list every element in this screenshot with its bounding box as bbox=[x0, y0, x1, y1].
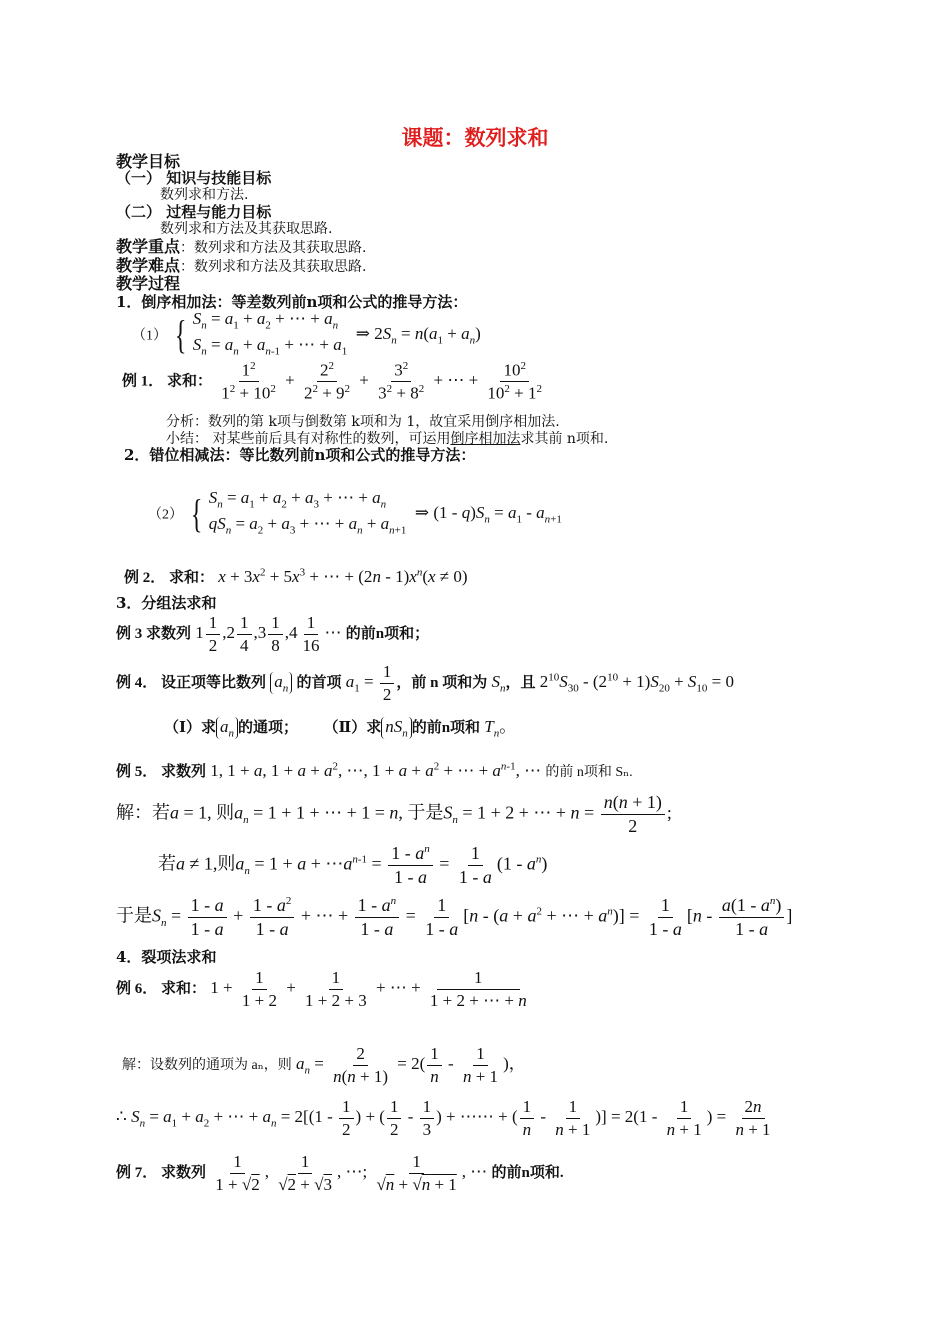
key-point-label: 教学重点 bbox=[116, 237, 181, 256]
formula-1 bbox=[132, 309, 481, 362]
formula-2-tag: （2） bbox=[148, 507, 183, 523]
fraction: $\frac{2^2}{2^2 + 9^2}$ bbox=[303, 360, 351, 403]
example-5-label: 例 5． 求数列 bbox=[116, 764, 207, 780]
example-4-text: ，且 bbox=[505, 674, 536, 691]
question-1-text: 的通项； bbox=[238, 720, 299, 736]
equation-system-2 bbox=[209, 488, 407, 541]
example-5-suffix: 的前 n项和 Sₙ. bbox=[545, 765, 633, 780]
fraction: $\frac{10^2}{10^2 + 1^2}$ bbox=[487, 360, 543, 403]
example-5: 例 5． 求数列 1, 1 + a, $1 + a + a^2$, ⋯, $1 + a + a^2$ + ⋯ + $a^{n-1}$, ⋯ 的前 n项和 Sₙ. bbox=[116, 760, 633, 780]
goal-section-1-text: 数列求和方法. bbox=[160, 187, 249, 203]
fraction: $\frac{1}{n + 1}$ bbox=[462, 1044, 499, 1086]
fraction: $\frac{3^2}{3^2 + 8^2}$ bbox=[378, 360, 425, 403]
fraction: $\frac{n(n + 1)}{2}$ bbox=[601, 792, 665, 836]
formula-1-tag: （1） bbox=[132, 328, 167, 344]
question-1: （Ⅰ）求 bbox=[164, 720, 217, 736]
equation-system-1 bbox=[193, 309, 348, 362]
fraction: $\frac{1}{1 + 2}$ bbox=[241, 968, 277, 1010]
fraction: $\frac{1}{4}$ bbox=[237, 613, 252, 655]
left-brace: { bbox=[175, 312, 187, 358]
example-4-label: 例 4． 设正项等比数列 bbox=[116, 674, 267, 691]
eq-row: $S_n = a_1 + a_2$ + ⋯ + $a_n$ bbox=[192, 309, 339, 332]
example-3-label: 例 3 求数列 bbox=[116, 625, 192, 642]
difficulty-label: 教学难点 bbox=[116, 256, 181, 275]
implies-result-1: ⇒ $2S_n = n(a_1 + a_n)$ bbox=[351, 324, 481, 347]
fraction: $\frac{1}{n}$ bbox=[427, 1044, 442, 1086]
eq-row: $qS_n = a_2 + a_3$ + ⋯ + $a_n + a_{n+1}$ bbox=[208, 514, 407, 537]
solution-5-line-3: 于是$S_n$ = $\frac{1 - a}{1 - a}$ + $\frac{1 - a^2}{1 - a}$ + ⋯ + $\frac{1 - a^n}{1 - a}$ = $\frac{1}{1 - a}$ [$n - (a + a^2$ + ⋯ + $a^n$)] = $\frac{1}{1 - a}$ [n - $\frac{a(1 - a^n)}{1 - a}$ ] bbox=[116, 895, 793, 939]
sequence-braces: $a_n$ bbox=[270, 672, 292, 694]
solution-5-thus: 于是 bbox=[116, 905, 152, 926]
fraction: $\frac{1 - a^n}{1 - a}$ bbox=[355, 895, 400, 939]
implies-result-2: ⇒ $(1 - q)S_n = a_1 - a_{n+1}$ bbox=[410, 503, 562, 526]
fraction: $\frac{1}{√2 + √3}$ bbox=[278, 1152, 332, 1194]
fraction: $\frac{1}{√n + √n + 1}$ bbox=[376, 1152, 457, 1194]
method-1-heading: 1．倒序相加法：等差数列前n项和公式的推导方法： bbox=[116, 293, 468, 311]
example-2: 例 2． 求和： $x + 3x^2 + 5x^3$ + ⋯ + $(2n - 1)x^n(x \ne 0)$ bbox=[124, 566, 468, 586]
fraction: $\frac{1}{2}$ bbox=[206, 613, 221, 655]
example-3: 例 3 求数列 1 $\frac{1}{2}$ ,2 $\frac{1}{4}$ ,3 $\frac{1}{8}$ ,4 $\frac{1}{16}$ ⋯ 的前n项和； bbox=[116, 613, 430, 655]
goals-heading: 教学目标 bbox=[116, 152, 181, 171]
example-6: 例 6． 求和： 1 + $\frac{1}{1 + 2}$ + $\frac{1}{1 + 2 + 3}$ + ⋯ + $\frac{1}{1 + 2 + \cdots + n}$ bbox=[116, 968, 532, 1010]
solution-5-label: 解：若 bbox=[116, 802, 170, 823]
example-3-suffix: 的前n项和； bbox=[345, 625, 430, 642]
solution-5-if: 若 bbox=[158, 853, 176, 874]
fraction: $\frac{1}{n + 1}$ bbox=[666, 1097, 702, 1139]
fraction: $\frac{1}{16}$ bbox=[302, 613, 320, 655]
fraction: $\frac{2}{n(n + 1)}$ bbox=[333, 1044, 389, 1086]
fraction: $\frac{1}{2}$ bbox=[387, 1097, 402, 1139]
goal-section-2-text: 数列求和方法及其获取思路. bbox=[160, 221, 333, 237]
method-3-heading: 3．分组法求和 bbox=[116, 594, 217, 612]
fraction: $\frac{1}{n + 1}$ bbox=[555, 1097, 591, 1139]
question-2-text: 的前n项和 bbox=[411, 720, 481, 736]
sequence-braces: $nS_n$ bbox=[381, 717, 412, 739]
example-1-analysis: 分析：数列的第 k项与倒数第 k项和为 1，故宜采用倒序相加法. bbox=[166, 414, 560, 430]
goal-section-2: （二） 过程与能力目标 bbox=[116, 203, 272, 221]
fraction: $\frac{1}{1 + 2 + \cdots + n}$ bbox=[429, 968, 527, 1010]
formula-2 bbox=[148, 488, 562, 541]
example-4: 例 4． 设正项等比数列 $a_n$ 的首项 $a_1$ = $\frac{1}{2}$ ，前 n 项和为 $S_n$，且 $2^{10}S_{30} - (2^{10} + 1)S_{20} + S_{10} = 0$ bbox=[116, 662, 734, 704]
example-7-suffix: 的前n项和. bbox=[491, 1164, 564, 1181]
fraction: $\frac{1}{1 - a}$ bbox=[648, 895, 682, 939]
example-7: 例 7． 求数列 $\frac{1}{1 + √2}$ , $\frac{1}{√2 + √3}$ , ⋯; $\frac{1}{√n + √n + 1}$ , ⋯ 的前n项和. bbox=[116, 1152, 564, 1194]
left-brace: { bbox=[191, 491, 203, 537]
summary-underlined: 倒序相加法 bbox=[450, 431, 521, 447]
example-1-label: 例 1． 求和： bbox=[122, 373, 213, 390]
fraction: $\frac{2n}{n + 1}$ bbox=[735, 1097, 771, 1139]
fraction: $\frac{1}{n}$ bbox=[520, 1097, 535, 1139]
fraction: $\frac{1}{2}$ bbox=[339, 1097, 354, 1139]
goal-section-1: （一） 知识与技能目标 bbox=[116, 169, 272, 187]
fraction: $\frac{1}{1 + 2 + 3}$ bbox=[305, 968, 367, 1010]
fraction: $\frac{1 - a}{1 - a}$ bbox=[188, 895, 227, 939]
solution-6-label: 解：设数列的通项为 aₙ，则 bbox=[122, 1057, 292, 1073]
example-4-text: ，前 n 项和为 bbox=[396, 674, 488, 691]
difficulty-text: ：数列求和方法及其获取思路. bbox=[180, 259, 367, 275]
eq-row: $S_n = a_n + a_{n-1}$ + ⋯ + $a_1$ bbox=[192, 335, 348, 358]
fraction: $\frac{1 - a^n}{1 - a}$ bbox=[388, 843, 433, 887]
example-4-questions: （Ⅰ）求 $a_n$ 的通项； （Ⅱ）求 $nS_n$ 的前n项和 $T_n$。 bbox=[164, 717, 517, 740]
fraction: $\frac{1}{2}$ bbox=[380, 662, 395, 704]
fraction: $\frac{a(1 - a^n)}{1 - a}$ bbox=[719, 895, 785, 939]
summary-text-end: 求其前 n项和. bbox=[520, 431, 609, 447]
sequence-braces: $a_n$ bbox=[216, 717, 238, 739]
question-2: （Ⅱ）求 bbox=[323, 720, 382, 736]
example-4-text: 的首项 bbox=[296, 674, 342, 691]
method-2-heading: 2．错位相减法：等比数列前n项和公式的推导方法： bbox=[124, 446, 476, 464]
fraction: $\frac{1}{1 - a}$ bbox=[458, 843, 492, 887]
fraction: $\frac{1}{3}$ bbox=[420, 1097, 435, 1139]
fraction: $\frac{1}{8}$ bbox=[268, 613, 283, 655]
solution-5-line-2: 若a ≠ 1,则$a_n = 1 + a$ + $\cdots a^{n-1}$ = $\frac{1 - a^n}{1 - a}$ = $\frac{1}{1 - a}$ $(1 - a^n)$ bbox=[158, 843, 548, 887]
solution-6-line-2: ∴ $S_n = a_1 + a_2$ + ⋯ + $a_n = 2[(1$ - $\frac{1}{2}$ ) + ( $\frac{1}{2}$ - $\frac{1}{3}$ ) + ⋯⋯ + ( $\frac{1}{n}$ - $\frac{1}{n + 1}$ )] = 2(1 - $\frac{1}{n + 1}$ ) = $\frac{2n}{n + 1}$ bbox=[116, 1097, 776, 1139]
process-heading: 教学过程 bbox=[116, 274, 181, 293]
method-4-heading: 4．裂项法求和 bbox=[116, 948, 217, 966]
key-point-text: ：数列求和方法及其获取思路. bbox=[180, 240, 367, 256]
example-7-label: 例 7． 求数列 bbox=[116, 1164, 207, 1181]
summary-text: 小结： 对某些前后具有对称性的数列，可运用 bbox=[166, 431, 451, 447]
lesson-title: 课题：数列求和 bbox=[401, 125, 549, 150]
fraction: $\frac{1}{1 - a}$ bbox=[425, 895, 459, 939]
example-6-label: 例 6． 求和： bbox=[116, 980, 207, 997]
solution-6-line-1: 解：设数列的通项为 aₙ，则 $a_n$ = $\frac{2}{n(n + 1)}$ = 2( $\frac{1}{n}$ - $\frac{1}{n + 1}$ )， bbox=[122, 1044, 526, 1086]
example-1: 例 1． 求和： $\frac{1^2}{1^2 + 10^2}$ + $\frac{2^2}{2^2 + 9^2}$ + $\frac{3^2}{3^2 + 8^2}$ + ⋯ + $\frac{10^2}{10^2 + 1^2}$ bbox=[122, 360, 547, 403]
solution-5-line-1: 解：若a = 1, 则$a_n = 1 + 1$ + ⋯ + 1 = n, 于是$S_n = 1 + 2$ + ⋯ + n = $\frac{n(n + 1)}{2}$ ; bbox=[116, 792, 672, 836]
fraction: $\frac{1^2}{1^2 + 10^2}$ bbox=[221, 360, 276, 403]
fraction: $\frac{1}{1 + √2}$ bbox=[215, 1152, 260, 1194]
eq-row: $S_n = a_1 + a_2 + a_3$ + ⋯ + $a_n$ bbox=[208, 488, 387, 511]
example-2-label: 例 2． 求和： bbox=[124, 570, 215, 586]
fraction: $\frac{1 - a^2}{1 - a}$ bbox=[250, 895, 295, 939]
